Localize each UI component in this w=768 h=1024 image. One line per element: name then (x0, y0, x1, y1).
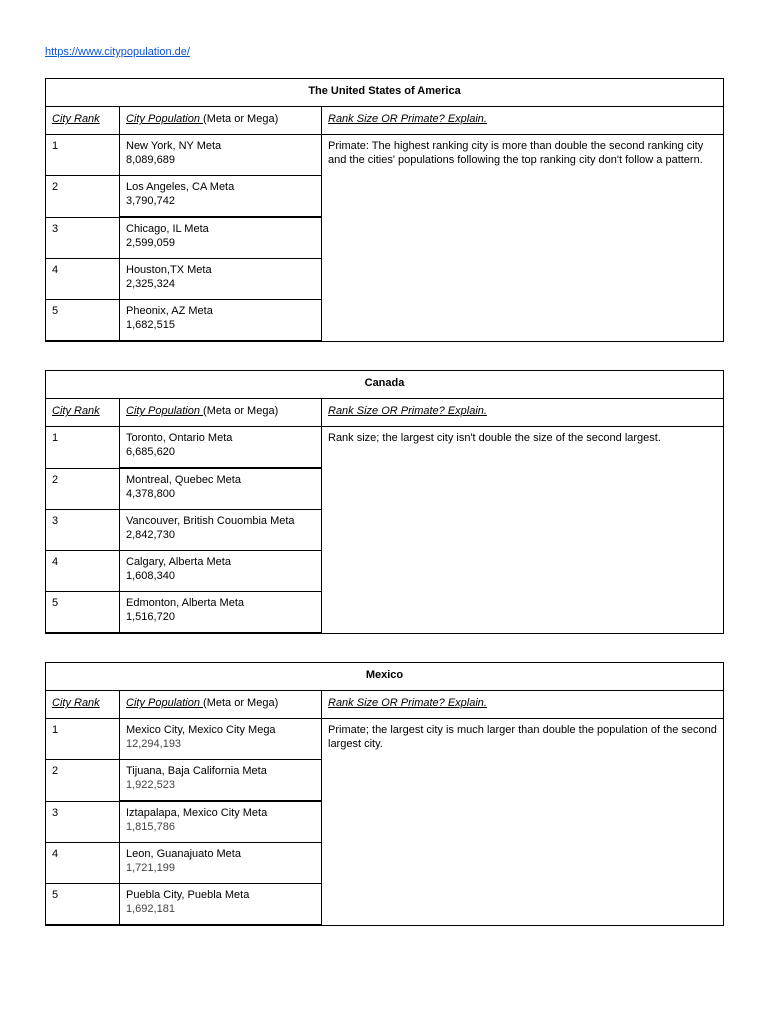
rank-cell: 2 (46, 468, 120, 510)
population-value: 1,692,181 (126, 902, 175, 915)
population-value: 8,089,689 (126, 153, 175, 166)
source-link[interactable]: https://www.citypopulation.de/ (45, 46, 190, 58)
rank-cell: 3 (46, 801, 120, 843)
population-value: 1,608,340 (126, 569, 175, 582)
header-explain: Rank Size OR Primate? Explain. (322, 399, 724, 427)
header-city-population: City Population (Meta or Mega) (120, 399, 322, 427)
population-cell (120, 427, 322, 469)
city-name: Iztapalapa, Mexico City Meta (126, 807, 268, 819)
canada-table (45, 370, 724, 634)
population-value: 6,685,620 (126, 445, 175, 458)
city-name: Pheonix, AZ Meta (126, 305, 213, 317)
city-name: Tijuana, Baja California Meta (126, 765, 267, 777)
rank-cell: 4 (46, 843, 120, 884)
population-value: 2,325,324 (126, 277, 175, 290)
population-value: 2,842,730 (126, 528, 175, 541)
population-value: 1,516,720 (126, 610, 175, 623)
header-city-population: City Population (Meta or Mega) (120, 107, 322, 135)
rank-cell: 1 (46, 135, 120, 176)
table-title: Mexico (46, 663, 724, 691)
rank-cell: 5 (46, 300, 120, 342)
population-value: 12,294,193 (126, 737, 182, 750)
population-cell (120, 801, 322, 843)
population-cell (120, 592, 322, 634)
city-name: Toronto, Ontario Meta (126, 432, 233, 444)
header-city-rank: City Rank (46, 691, 120, 719)
rank-cell: 4 (46, 259, 120, 300)
rank-cell: 4 (46, 551, 120, 592)
rank-cell: 2 (46, 176, 120, 218)
population-cell (120, 259, 322, 300)
header-explain: Rank Size OR Primate? Explain. (322, 691, 724, 719)
population-value: 1,682,515 (126, 318, 175, 331)
header-explain: Rank Size OR Primate? Explain. (322, 107, 724, 135)
population-value: 1,721,199 (126, 861, 175, 874)
table-title: The United States of America (46, 79, 724, 107)
rank-cell: 3 (46, 217, 120, 259)
city-name: New York, NY Meta (126, 140, 222, 152)
city-name: Edmonton, Alberta Meta (126, 597, 245, 609)
city-name: Houston,TX Meta (126, 264, 212, 276)
mexico-table (45, 662, 724, 926)
population-cell (120, 884, 322, 926)
city-name: Los Angeles, CA Meta (126, 181, 235, 193)
table-title: Canada (46, 371, 724, 399)
population-value: 1,922,523 (126, 778, 175, 791)
city-name: Mexico City, Mexico City Mega (126, 724, 276, 736)
rank-cell: 1 (46, 719, 120, 760)
population-cell (120, 510, 322, 551)
explanation-cell: Primate; the largest city is much larger than double the population of the second largest city. (322, 719, 724, 926)
population-cell (120, 760, 322, 802)
population-cell (120, 719, 322, 760)
explanation-cell: Rank size; the largest city isn't double the size of the second largest. (322, 427, 724, 634)
population-value: 1,815,786 (126, 820, 175, 833)
city-name: Calgary, Alberta Meta (126, 556, 231, 568)
header-city-population: City Population (Meta or Mega) (120, 691, 322, 719)
rank-cell: 5 (46, 592, 120, 634)
population-cell (120, 135, 322, 176)
rank-cell: 1 (46, 427, 120, 469)
explanation-cell: Primate: The highest ranking city is more than double the second ranking city and the cities' populations following the top ranking city don't follow a pattern. (322, 135, 724, 342)
population-cell (120, 468, 322, 510)
rank-cell: 5 (46, 884, 120, 926)
city-name: Puebla City, Puebla Meta (126, 889, 250, 901)
population-cell (120, 176, 322, 218)
population-value: 4,378,800 (126, 487, 175, 500)
city-name: Chicago, IL Meta (126, 223, 209, 235)
population-cell (120, 217, 322, 259)
city-name: Leon, Guanajuato Meta (126, 848, 241, 860)
population-cell (120, 551, 322, 592)
city-name: Vancouver, British Couombia Meta (126, 515, 295, 527)
usa-table (45, 78, 724, 342)
population-value: 2,599,059 (126, 236, 175, 249)
city-name: Montreal, Quebec Meta (126, 474, 241, 486)
population-value: 3,790,742 (126, 194, 175, 207)
population-cell (120, 843, 322, 884)
header-city-rank: City Rank (46, 399, 120, 427)
rank-cell: 3 (46, 510, 120, 551)
population-cell (120, 300, 322, 342)
header-city-rank: City Rank (46, 107, 120, 135)
rank-cell: 2 (46, 760, 120, 802)
